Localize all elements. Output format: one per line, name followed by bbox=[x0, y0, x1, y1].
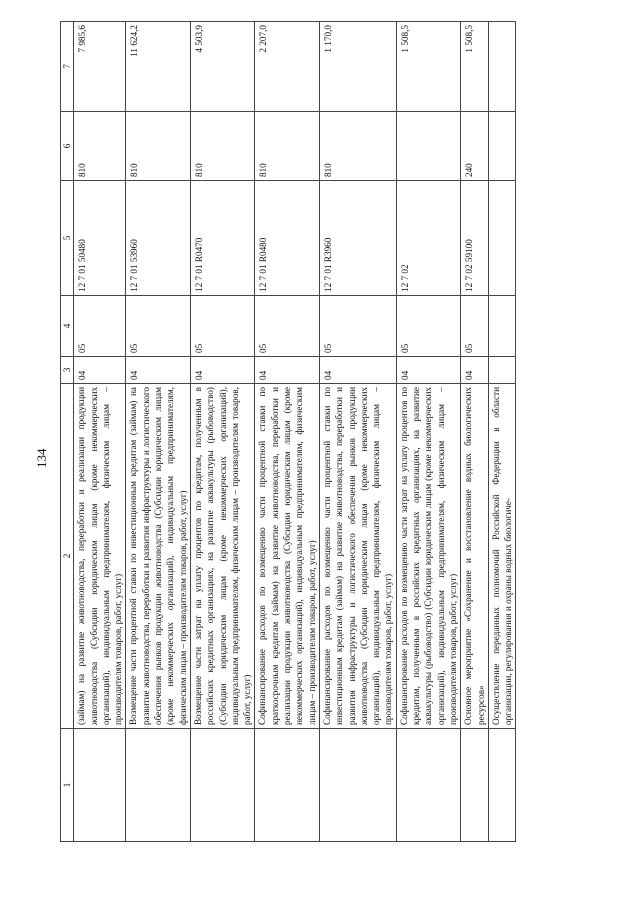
row-csr: 12 7 01 R3960 bbox=[319, 181, 396, 296]
row-rz: 04 bbox=[74, 357, 126, 384]
header-col-5: 5 bbox=[61, 181, 74, 296]
row-pr bbox=[488, 296, 516, 357]
row-csr: 12 7 02 bbox=[396, 181, 460, 296]
row-empty-cell bbox=[255, 729, 319, 842]
row-name: Осуществление переданных полномочий Российской Федерации в области организации, регулирования и охраны водных биологиче- bbox=[488, 384, 516, 729]
row-empty-cell bbox=[319, 729, 396, 842]
budget-table bbox=[60, 21, 516, 842]
row-pr: 05 bbox=[74, 296, 126, 357]
row-sum: 1 508,5 bbox=[396, 22, 460, 112]
row-vr: 240 bbox=[461, 112, 489, 181]
row-rz bbox=[488, 357, 516, 384]
header-col-7: 7 bbox=[61, 22, 74, 112]
header-col-3: 3 bbox=[61, 357, 74, 384]
row-pr: 05 bbox=[461, 296, 489, 357]
row-csr bbox=[488, 181, 516, 296]
header-row bbox=[61, 22, 74, 842]
header-col-6: 6 bbox=[61, 112, 74, 181]
row-empty-cell bbox=[74, 729, 126, 842]
header-col-1: 1 bbox=[61, 729, 74, 842]
table-row bbox=[319, 22, 396, 842]
header-col-2: 2 bbox=[61, 384, 74, 729]
row-empty-cell bbox=[126, 729, 190, 842]
row-vr bbox=[396, 112, 460, 181]
row-name: Софинансирование расходов по возмещению части затрат на уплату процентов по кредитам, полученным в российских кредитных организациях, на развитие аквакультуры (рыбоводство) (Субсидии юридическим лицам (кроме некоммерческих организаций), индивидуальным предпринимателям, физическим лицам – производителям товаров, работ, услуг) bbox=[396, 384, 460, 729]
row-name: Возмещение части процентной ставки по инвестиционным кредитам (займам) на развитие животноводства, переработки и развития инфраструктуры и логистического обеспечения рынков продукции животноводства (Субсидии юридическим лицам (кроме некоммерческих организаций), индивидуальным предпринимателям, физическим лицам – производителям товаров, работ, услуг) bbox=[126, 384, 190, 729]
row-sum: 4 503,9 bbox=[190, 22, 254, 112]
table-row bbox=[190, 22, 254, 842]
row-empty-cell bbox=[190, 729, 254, 842]
row-name: Софинансирование расходов по возмещению части процентной ставки по краткосрочным кредитам (займам) на развитие животноводства, переработки и реализации продукции животноводства (Субсидии юридическим лицам (кроме некоммерческих организаций), индивидуальным предпринимателям, физическим лицам – производителям товаров, работ, услуг) bbox=[255, 384, 319, 729]
table-row bbox=[74, 22, 126, 842]
row-csr: 12 7 02 59100 bbox=[461, 181, 489, 296]
row-rz: 04 bbox=[255, 357, 319, 384]
row-name: Возмещение части затрат на уплату процентов по кредитам, полученным в российских кредитных организациях, на развитие аквакультуры (рыбоводство) (Субсидии юридическим лицам (кроме некоммерческих организаций), индивидуальным предпринимателям, физическим лицам – производителям товаров, работ, услуг) bbox=[190, 384, 254, 729]
row-empty-cell bbox=[461, 729, 489, 842]
row-vr: 810 bbox=[190, 112, 254, 181]
row-csr: 12 7 01 53960 bbox=[126, 181, 190, 296]
table-row bbox=[488, 22, 516, 842]
row-vr: 810 bbox=[126, 112, 190, 181]
table-row bbox=[396, 22, 460, 842]
row-rz: 04 bbox=[319, 357, 396, 384]
row-csr: 12 7 01 50480 bbox=[74, 181, 126, 296]
row-pr: 05 bbox=[396, 296, 460, 357]
row-sum bbox=[488, 22, 516, 112]
row-empty-cell bbox=[488, 729, 516, 842]
row-rz: 04 bbox=[190, 357, 254, 384]
row-name: Софинансирование расходов по возмещению части процентной ставки по инвестиционным кредитам (займам) на развитие животноводства, переработки и развития инфраструктуры и логистического обеспечения рынков продукции животноводства (Субсидии юридическим лицам (кроме некоммерческих организаций), индивидуальным предпринимателям, физическим лицам – производителям товаров, работ, услуг) bbox=[319, 384, 396, 729]
row-pr: 05 bbox=[190, 296, 254, 357]
row-empty-cell bbox=[396, 729, 460, 842]
header-col-4: 4 bbox=[61, 296, 74, 357]
budget-table-rotated bbox=[60, 25, 598, 842]
row-rz: 04 bbox=[126, 357, 190, 384]
row-pr: 05 bbox=[255, 296, 319, 357]
table-row bbox=[126, 22, 190, 842]
row-name: (займам) на развитие животноводства, переработки и реализации продукции животноводства (Субсидии юридическим лицам (кроме некоммерческих организаций), индивидуальным предпринимателям, физическим лицам – производителям товаров, работ, услуг) bbox=[74, 384, 126, 729]
table-row bbox=[461, 22, 489, 842]
table-row bbox=[255, 22, 319, 842]
row-rz: 04 bbox=[461, 357, 489, 384]
row-vr: 810 bbox=[74, 112, 126, 181]
row-csr: 12 7 01 R0470 bbox=[190, 181, 254, 296]
row-csr: 12 7 01 R0480 bbox=[255, 181, 319, 296]
row-sum: 1 170,0 bbox=[319, 22, 396, 112]
row-pr: 05 bbox=[126, 296, 190, 357]
row-pr: 05 bbox=[319, 296, 396, 357]
row-rz: 04 bbox=[396, 357, 460, 384]
row-vr: 810 bbox=[255, 112, 319, 181]
row-vr: 810 bbox=[319, 112, 396, 181]
row-sum: 1 508,5 bbox=[461, 22, 489, 112]
row-sum: 2 207,0 bbox=[255, 22, 319, 112]
row-sum: 11 624,2 bbox=[126, 22, 190, 112]
row-sum: 7 985,6 bbox=[74, 22, 126, 112]
row-name: Основное мероприятие «Сохранение и восстановление водных биологических ресурсов» bbox=[461, 384, 489, 729]
row-vr bbox=[488, 112, 516, 181]
page-number: 134 bbox=[34, 448, 49, 468]
